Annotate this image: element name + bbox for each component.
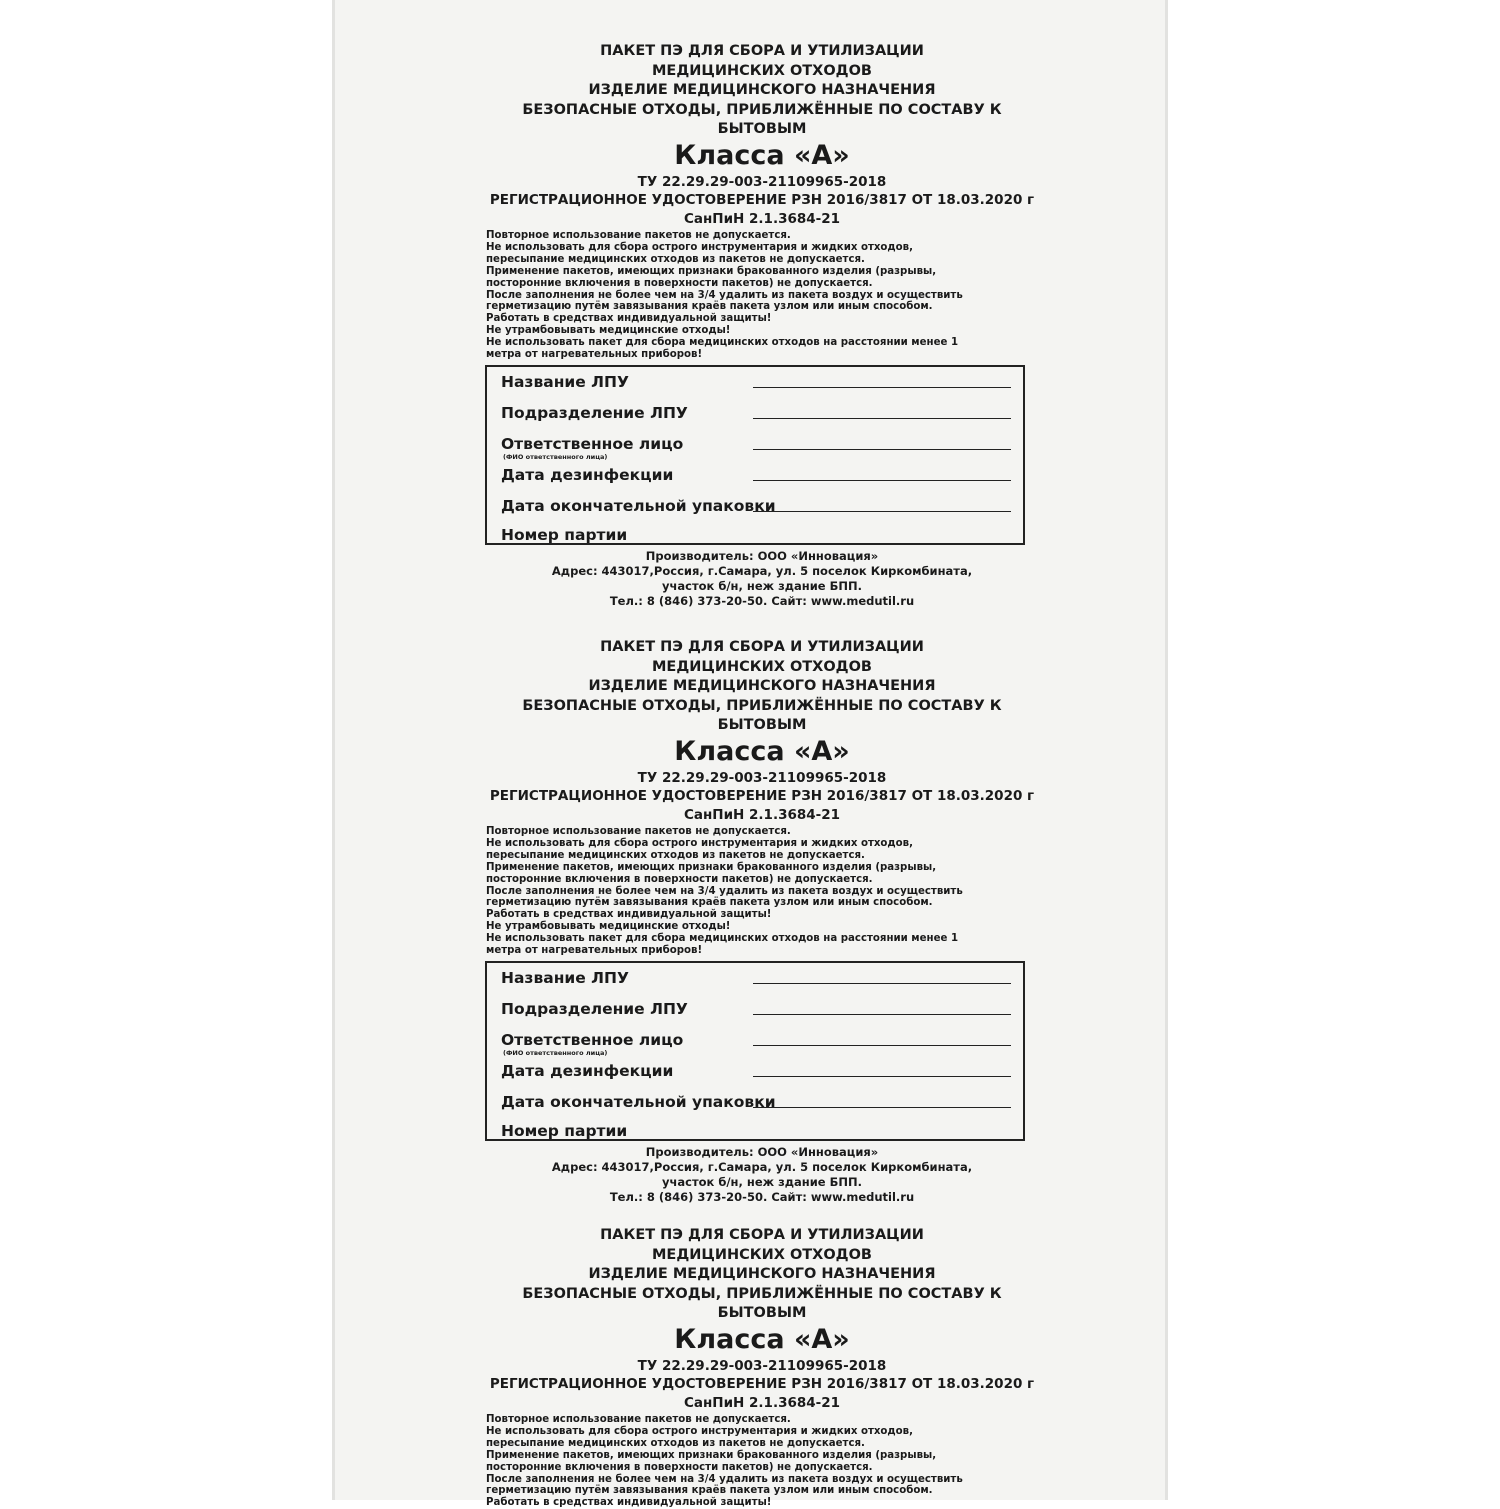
header: [482, 42, 1042, 140]
fill-line: [753, 480, 1011, 481]
warning-line: Применение пакетов, имеющих признаки бракованного изделия (разрывы,: [486, 1449, 937, 1461]
form-sublabel: (ФИО ответственного лица): [503, 1048, 608, 1057]
form-label: Дата дезинфекции: [501, 465, 674, 484]
manufacturer-line: участок б/н, неж здание БПП.: [661, 578, 862, 593]
warning-line: посторонние включения в поверхности пакетов) не допускается.: [486, 1461, 873, 1473]
fill-line: [753, 1107, 1011, 1108]
warning-line: Не использовать пакет для сбора медицинских отходов на расстоянии менее 1: [486, 337, 959, 349]
warning-line: После заполнения не более чем на 3/4 удалить из пакета воздух и осуществить: [486, 1473, 963, 1485]
warning-line: Не использовать для сбора острого инструментария и жидких отходов,: [486, 1425, 913, 1437]
fill-line: [753, 983, 1011, 984]
header-line: МЕДИЦИНСКИХ ОТХОДОВ: [652, 658, 872, 675]
warning-line: герметизацию путём завязывания краёв пакета узлом или иным способом.: [486, 301, 933, 313]
registration-info: [482, 173, 1042, 229]
warning-line: пересыпание медицинских отходов из пакетов не допускается.: [486, 849, 865, 861]
form-row-facility[interactable]: [501, 371, 1011, 391]
fill-line: [753, 1076, 1011, 1077]
warning-line: Повторное использование пакетов не допускается.: [486, 230, 791, 241]
form-row-responsible[interactable]: [501, 1029, 1011, 1057]
header-line: ИЗДЕЛИЕ МЕДИЦИНСКОГО НАЗНАЧЕНИЯ: [588, 678, 936, 694]
header: [482, 1226, 1042, 1324]
form-row-packing-date[interactable]: [501, 495, 1011, 515]
form-row-batch-number[interactable]: [501, 1120, 1011, 1140]
warning-line: Не использовать для сбора острого инструментария и жидких отходов,: [486, 837, 913, 849]
class-title: Класса «А»: [674, 139, 850, 171]
form-row-packing-date[interactable]: [501, 1091, 1011, 1111]
manufacturer-line: Тел.: 8 (846) 373-20-50. Сайт: www.medutil.ru: [609, 593, 915, 608]
manufacturer-line: Производитель: ООО «Инновация»: [645, 1144, 879, 1159]
warning-line: Работать в средствах индивидуальной защиты!: [486, 313, 772, 325]
header-line: ИЗДЕЛИЕ МЕДИЦИНСКОГО НАЗНАЧЕНИЯ: [588, 1266, 936, 1282]
manufacturer-line: Производитель: ООО «Инновация»: [645, 548, 879, 563]
warning-line: После заполнения не более чем на 3/4 удалить из пакета воздух и осуществить: [486, 885, 963, 897]
header-line: ПАКЕТ ПЭ ДЛЯ СБОРА И УТИЛИЗАЦИИ: [600, 43, 924, 59]
header-line: ИЗДЕЛИЕ МЕДИЦИНСКОГО НАЗНАЧЕНИЯ: [588, 82, 936, 98]
warning-line: посторонние включения в поверхности пакетов) не допускается.: [486, 277, 873, 289]
form-label: Название ЛПУ: [501, 968, 629, 987]
registration-info: [482, 1357, 1042, 1413]
fill-line: [753, 418, 1011, 419]
warning-line: Работать в средствах индивидуальной защиты!: [486, 1497, 772, 1509]
form-row-responsible[interactable]: [501, 433, 1011, 461]
fill-line: [753, 1045, 1011, 1046]
warning-line: пересыпание медицинских отходов из пакетов не допускается.: [486, 253, 865, 265]
bag-label-2: [482, 638, 1042, 1205]
fill-line: [753, 449, 1011, 450]
reg-line: ТУ 22.29.29-003-21109965-2018: [637, 769, 887, 786]
form-sublabel: (ФИО ответственного лица): [503, 452, 608, 461]
form-label: Ответственное лицо: [501, 434, 684, 453]
waste-bag: [332, 0, 1168, 1509]
manufacturer-line: Тел.: 8 (846) 373-20-50. Сайт: www.medutil.ru: [609, 1189, 915, 1204]
warning-line: Применение пакетов, имеющих признаки бракованного изделия (разрывы,: [486, 861, 937, 873]
manufacturer-info: [482, 1145, 1042, 1205]
form-label: Подразделение ЛПУ: [501, 999, 688, 1018]
warnings: [482, 230, 1026, 361]
manufacturer-line: Адрес: 443017,Россия, г.Самара, ул. 5 поселок Киркомбината,: [551, 1159, 973, 1174]
warning-line: Не утрамбовывать медицинские отходы!: [486, 921, 731, 933]
warning-line: Не использовать для сбора острого инструментария и жидких отходов,: [486, 241, 913, 253]
reg-line: СанПиН 2.1.3684-21: [683, 1394, 841, 1411]
bag-label-1: [482, 42, 1042, 609]
manufacturer-line: участок б/н, неж здание БПП.: [661, 1174, 862, 1189]
warning-line: пересыпание медицинских отходов из пакетов не допускается.: [486, 1437, 865, 1449]
form-row-batch-number[interactable]: [501, 524, 1011, 544]
reg-line: РЕГИСТРАЦИОННОЕ УДОСТОВЕРЕНИЕ РЗН 2016/3817 ОТ 18.03.2020 г: [489, 788, 1035, 804]
warning-line: герметизацию путём завязывания краёв пакета узлом или иным способом.: [486, 1485, 933, 1497]
warning-line: После заполнения не более чем на 3/4 удалить из пакета воздух и осуществить: [486, 289, 963, 301]
warnings: [482, 1414, 1026, 1509]
warning-line: Повторное использование пакетов не допускается.: [486, 826, 791, 837]
reg-line: ТУ 22.29.29-003-21109965-2018: [637, 1357, 887, 1374]
reg-line: РЕГИСТРАЦИОННОЕ УДОСТОВЕРЕНИЕ РЗН 2016/3817 ОТ 18.03.2020 г: [489, 1376, 1035, 1392]
fill-in-form: [485, 961, 1025, 1141]
fill-line: [753, 387, 1011, 388]
warning-line: Работать в средствах индивидуальной защиты!: [486, 909, 772, 921]
warning-line: метра от нагревательных приборов!: [486, 349, 703, 361]
reg-line: ТУ 22.29.29-003-21109965-2018: [637, 173, 887, 190]
warning-line: Не использовать пакет для сбора медицинских отходов на расстоянии менее 1: [486, 933, 959, 945]
form-label: Подразделение ЛПУ: [501, 403, 688, 422]
manufacturer-info: [482, 549, 1042, 609]
form-label: Дата дезинфекции: [501, 1061, 674, 1080]
header-line: ПАКЕТ ПЭ ДЛЯ СБОРА И УТИЛИЗАЦИИ: [600, 639, 924, 655]
warning-line: Применение пакетов, имеющих признаки бракованного изделия (разрывы,: [486, 265, 937, 277]
form-row-department[interactable]: [501, 402, 1011, 422]
header-line: МЕДИЦИНСКИХ ОТХОДОВ: [652, 1246, 872, 1263]
form-label: Номер партии: [501, 525, 628, 544]
warning-line: посторонние включения в поверхности пакетов) не допускается.: [486, 873, 873, 885]
header-line: МЕДИЦИНСКИХ ОТХОДОВ: [652, 62, 872, 79]
warning-line: Повторное использование пакетов не допускается.: [486, 1414, 791, 1425]
header-line: БЕЗОПАСНЫЕ ОТХОДЫ, ПРИБЛИЖЁННЫЕ ПО СОСТАВУ К БЫТОВЫМ: [522, 697, 1002, 733]
manufacturer-line: Адрес: 443017,Россия, г.Самара, ул. 5 поселок Киркомбината,: [551, 563, 973, 578]
warning-line: Не утрамбовывать медицинские отходы!: [486, 325, 731, 337]
class-title: Класса «А»: [674, 735, 850, 767]
header-line: БЕЗОПАСНЫЕ ОТХОДЫ, ПРИБЛИЖЁННЫЕ ПО СОСТАВУ К БЫТОВЫМ: [522, 1285, 1002, 1321]
bag-label-3: [482, 1226, 1042, 1509]
warning-line: метра от нагревательных приборов!: [486, 945, 703, 957]
header-line: БЕЗОПАСНЫЕ ОТХОДЫ, ПРИБЛИЖЁННЫЕ ПО СОСТАВУ К БЫТОВЫМ: [522, 101, 1002, 137]
fill-line: [753, 511, 1011, 512]
fill-in-form: [485, 365, 1025, 545]
warnings: [482, 826, 1026, 957]
reg-line: СанПиН 2.1.3684-21: [683, 210, 841, 227]
warning-line: герметизацию путём завязывания краёв пакета узлом или иным способом.: [486, 897, 933, 909]
reg-line: СанПиН 2.1.3684-21: [683, 806, 841, 823]
header-line: ПАКЕТ ПЭ ДЛЯ СБОРА И УТИЛИЗАЦИИ: [600, 1227, 924, 1243]
form-row-department[interactable]: [501, 998, 1011, 1018]
fill-line: [753, 1014, 1011, 1015]
registration-info: [482, 769, 1042, 825]
form-label: Ответственное лицо: [501, 1030, 684, 1049]
form-label: Номер партии: [501, 1121, 628, 1140]
form-label: Дата окончательной упаковки: [501, 1092, 776, 1111]
form-row-disinfection-date[interactable]: [501, 464, 1011, 484]
header: [482, 638, 1042, 736]
form-row-disinfection-date[interactable]: [501, 1060, 1011, 1080]
form-label: Дата окончательной упаковки: [501, 496, 776, 515]
class-title: Класса «А»: [674, 1323, 850, 1355]
form-row-facility[interactable]: [501, 967, 1011, 987]
form-label: Название ЛПУ: [501, 372, 629, 391]
reg-line: РЕГИСТРАЦИОННОЕ УДОСТОВЕРЕНИЕ РЗН 2016/3817 ОТ 18.03.2020 г: [489, 192, 1035, 208]
